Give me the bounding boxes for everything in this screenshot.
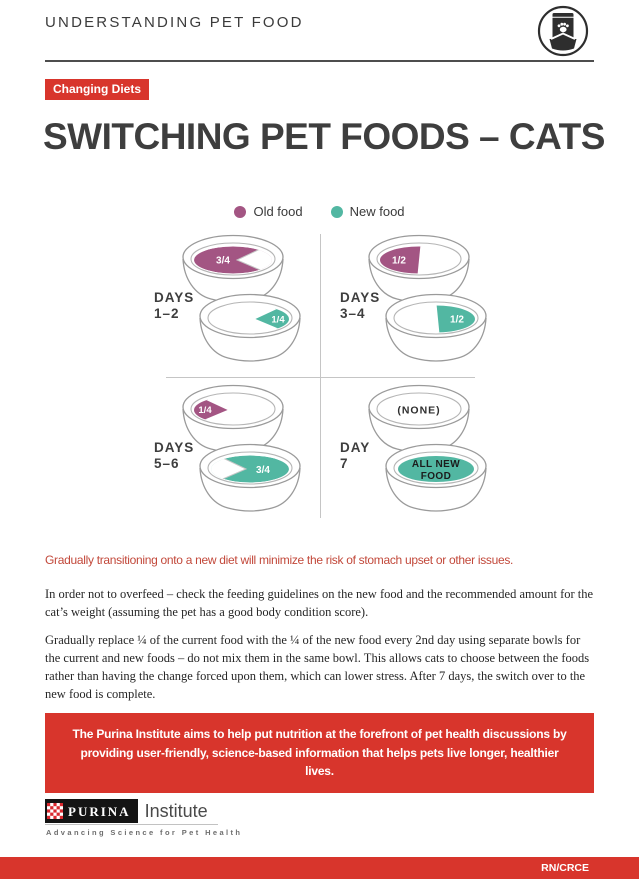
legend: [0, 204, 639, 219]
paragraph: In order not to overfeed – check the feeding guidelines on the new food and the recommended amount for the cat’s weight (assuming the pet has a good body condition score).: [45, 587, 594, 620]
institute-wordmark: Institute: [144, 800, 208, 821]
new-food-dot-icon: [331, 206, 343, 218]
pet-food-bag-and-bowl-icon: [534, 2, 592, 62]
header-divider: [45, 60, 594, 62]
legend-item-old-food: [234, 204, 302, 219]
purina-institute-logo: [45, 799, 208, 823]
legend-item-new-food: [331, 204, 405, 219]
diagram-divider-horizontal: [166, 377, 475, 378]
svg-text:3/4: 3/4: [216, 255, 230, 267]
svg-text:DAYS: DAYS: [154, 290, 195, 305]
svg-text:DAY: DAY: [340, 440, 371, 455]
old-food-dot-icon: [234, 206, 246, 218]
svg-text:3/4: 3/4: [256, 465, 270, 476]
svg-text:1–2: 1–2: [154, 306, 180, 321]
callout-text: Gradually transitioning onto a new diet will minimize the risk of stomach upset or other issues.: [45, 553, 514, 567]
svg-text:1/2: 1/2: [450, 314, 464, 326]
diagram-divider-vertical: [320, 234, 321, 518]
transition-diagram: [138, 230, 504, 522]
purina-institute-banner: The Purina Institute aims to help put nutrition at the forefront of pet health discussions by providing user-friendly, science-based information that helps pets live longer, healthier lives.: [45, 713, 594, 793]
header-title: UNDERSTANDING PET FOOD: [45, 14, 304, 31]
svg-text:1/4: 1/4: [271, 314, 285, 326]
diagram-quadrant-days-3-4: [324, 230, 504, 375]
svg-text:(NONE): (NONE): [397, 404, 441, 417]
svg-text:3–4: 3–4: [340, 306, 366, 321]
svg-text:DAYS: DAYS: [154, 440, 195, 455]
diagram-quadrant-days-5-6: [138, 380, 318, 525]
page-title: SWITCHING PET FOODS – CATS: [43, 116, 605, 157]
category-badge: Changing Diets: [45, 79, 149, 100]
logo-divider: [45, 824, 218, 825]
purina-logo-box: [45, 799, 138, 823]
diagram-quadrant-days-1-2: [138, 230, 318, 375]
footer-bar: [0, 857, 639, 879]
svg-text:5–6: 5–6: [154, 456, 180, 471]
diagram-quadrant-day-7: [324, 380, 504, 525]
svg-text:FOOD: FOOD: [420, 471, 452, 482]
footer-code: RN/CRCE: [541, 862, 589, 874]
legend-label-old: Old food: [253, 204, 303, 219]
logo-tagline: Advancing Science for Pet Health: [46, 828, 243, 837]
svg-text:DAYS: DAYS: [340, 290, 381, 305]
svg-text:1/2: 1/2: [392, 255, 406, 267]
purina-wordmark: PURINA: [68, 803, 131, 819]
svg-text:1/4: 1/4: [198, 405, 212, 416]
svg-text:7: 7: [340, 456, 349, 471]
paragraph: Gradually replace ¼ of the current food with the ¼ of the new food every 2nd day using separate bowls for the current and new foods – do not mix them in the same bowl. This allows cats to choose between the foods rather than having the change forced upon them, which can lower stress. After 7 days, the switch over to the new food is complete.: [45, 632, 590, 702]
legend-label-new: New food: [349, 204, 405, 219]
purina-checkerboard-icon: [47, 803, 63, 819]
svg-text:ALL NEW: ALL NEW: [411, 459, 461, 470]
